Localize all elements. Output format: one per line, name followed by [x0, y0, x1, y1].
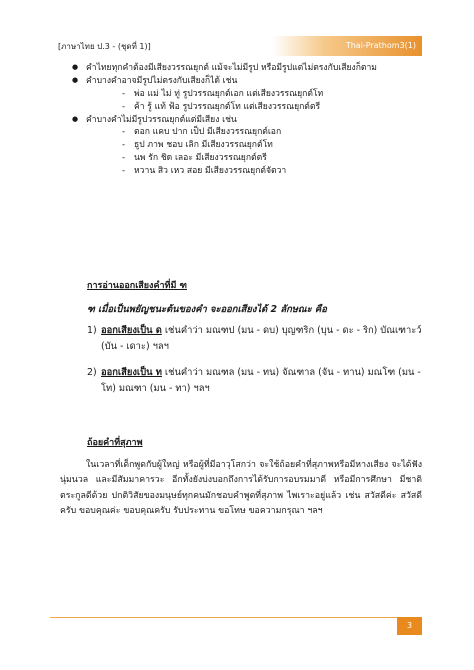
- header-title: [ภาษาไทย ป.3 - (ชุดที่ 1)]: [58, 42, 151, 51]
- section-heading-tho: การอ่านออกเสียงคำที่มี ฑ: [87, 281, 187, 291]
- example-list: [86, 88, 420, 114]
- body-paragraph: ในเวลาที่เด็กพูดกับผู้ใหญ่ หรือผู้ที่มีอาวุโสกว่า จะใช้ถ้อยคำที่สุภาพหรือมีหางเสียง จะได้ฟังนุ่มนวล และมีสัมมาคารวะ อีกทั้งยังบ่งบอกถึงการได้รับการอบรมมาดี หรือมีการศึกษา มีชาติตระกูลดีด้วย ปกติวิสัยของมนุษย์ทุกคนมักชอบคำพูดที่สุภาพ ไพเราะอยู่แล้ว เช่น สวัสดีค่ะ สวัสดีครับ ขอบคุณค่ะ ขอบคุณครับ รับประทาน ขอโทษ ขอความกรุณา ฯลฯ: [60, 460, 422, 517]
- footer-divider: [50, 617, 422, 618]
- tone-rules-section: [60, 62, 420, 178]
- bullet-item: ● คำบางคำไม่มีรูปวรรณยุกต์แต่มีเสียง เช่น - ตอก แคบ ปาก เป็ป มีเสียงวรรณยุกต์เอก - ธูป ภาพ ชอบ เลิก มีเสียงวรรณยุกต์โท - นพ รัก ชิด เลอะ มีเสียงวรรณยุกต์ตรี - หวาน สิว เหว สอย มีเสียงวรรณยุกต์จัตวา: [60, 114, 420, 178]
- item-label: ออกเสียงเป็น ด: [101, 325, 162, 336]
- section-heading-polite: ถ้อยคำที่สุภาพ: [87, 438, 143, 448]
- page-number: 3: [397, 617, 422, 635]
- example-item: - พ่อ แม่ ไม่ ทู่ รูปวรรณยุกต์เอก แต่เสียงวรรณยุกต์โท: [86, 88, 420, 101]
- numbered-item: 1) ออกเสียงเป็น ด เช่นคำว่า มณฑป (มน - ดบ) บุญฑริก (บุน - ดะ - ริก) บัณเฑาะว์ (บัน - เดาะ) ฯลฯ: [87, 325, 422, 352]
- example-item: - ค้า รู้ แท้ ฟ้อ รูปวรรณยุกต์โท แต่เสียงวรรณยุกต์ตรี: [86, 101, 420, 114]
- example-list: [86, 126, 420, 178]
- bullet-list: [60, 62, 420, 178]
- bullet-item: ● คำบางคำอาจมีรูปไม่ตรงกับเสียงก็ได้ เช่น - พ่อ แม่ ไม่ ทู่ รูปวรรณยุกต์เอก แต่เสียงวรรณยุกต์โท - ค้า รู้ แท้ ฟ้อ รูปวรรณยุกต์โท แต่เสียงวรรณยุกต์ตรี: [60, 75, 420, 114]
- numbered-item: 2) ออกเสียงเป็น ท เช่นคำว่า มณฑล (มน - ทน) จัณฑาล (จัน - ทาน) มณโฑ (มน - โท) มณฑา (มน - ทา) ฯลฯ: [87, 367, 421, 394]
- page-header: [50, 36, 422, 56]
- example-item: - นพ รัก ชิด เลอะ มีเสียงวรรณยุกต์ตรี: [86, 152, 420, 165]
- example-item: - หวาน สิว เหว สอย มีเสียงวรรณยุกต์จัตวา: [86, 165, 420, 178]
- item-label: ออกเสียงเป็น ท: [101, 367, 162, 378]
- example-item: - ธูป ภาพ ชอบ เลิก มีเสียงวรรณยุกต์โท: [86, 139, 420, 152]
- example-item: - ตอก แคบ ปาก เป็ป มีเสียงวรรณยุกต์เอก: [86, 126, 420, 139]
- bullet-item: ● คำไทยทุกคำต้องมีเสียงวรรณยุกต์ แม้จะไม่มีรูป หรือมีรูปแต่ไม่ตรงกับเสียงก็ตาม: [60, 62, 420, 75]
- section-subheading: ฑ เมื่อเป็นพยัญชนะต้นของคำ จะออกเสียงได้ 2 ลักษณะ คือ: [87, 304, 327, 315]
- header-course-code: Thai-Prathom3(1): [272, 36, 422, 56]
